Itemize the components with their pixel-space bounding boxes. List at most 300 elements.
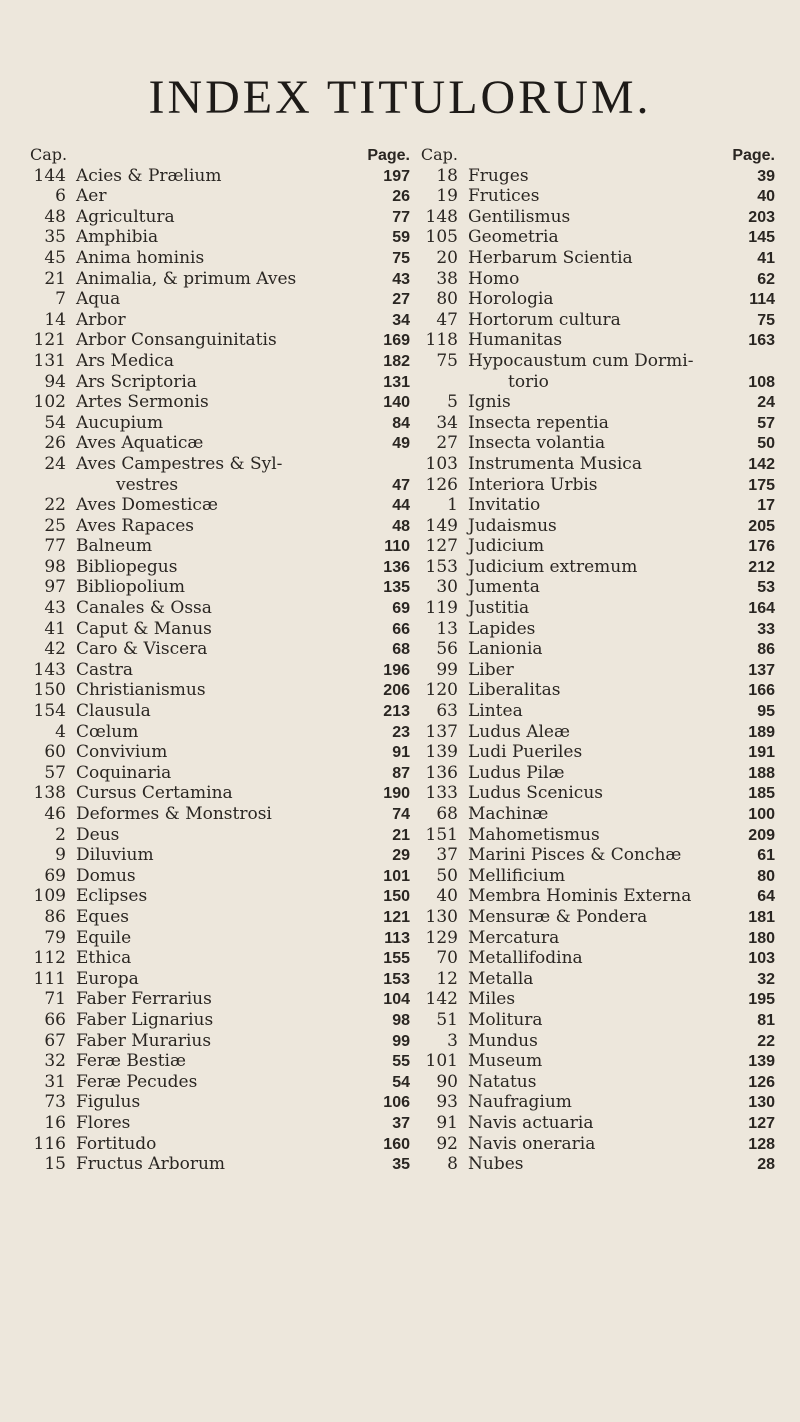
- entry-title: Herbarum Scientia: [468, 247, 633, 268]
- entry-chapter-number: 79: [44, 927, 66, 948]
- entry-page-number: 100: [748, 806, 775, 823]
- index-entry: [30, 269, 410, 290]
- entry-title: Mundus: [468, 1030, 538, 1051]
- entry-page-number: 196: [383, 661, 410, 679]
- entry-chapter-number: 40: [436, 886, 458, 907]
- entry-page-number: 64: [757, 888, 775, 906]
- entry-page-number: 190: [383, 785, 410, 803]
- cap-header: Cap.: [30, 145, 68, 164]
- entry-page-number: 75: [392, 249, 410, 267]
- entry-chapter-number: 133: [425, 783, 458, 804]
- entry-title: Acies & Prælium: [76, 165, 222, 186]
- index-entry: [30, 969, 410, 990]
- entry-chapter-number: 22: [44, 495, 66, 516]
- entry-chapter-number: 26: [44, 433, 66, 454]
- index-entry: [410, 207, 775, 228]
- entry-chapter-number: 144: [33, 165, 66, 186]
- entry-chapter-number: 46: [44, 804, 66, 824]
- entry-chapter-number: 66: [44, 1009, 66, 1030]
- entry-page-number: 139: [748, 1053, 775, 1071]
- entry-page-number: 91: [392, 744, 410, 762]
- entry-chapter-number: 111: [33, 968, 66, 989]
- entry-chapter-number: 1: [447, 495, 458, 516]
- entry-page-number: 176: [748, 538, 775, 556]
- entry-page-number: 22: [757, 1032, 775, 1050]
- entry-page-number: 33: [757, 620, 775, 638]
- entry-page-number: 191: [748, 744, 775, 762]
- entry-chapter-number: 149: [425, 515, 458, 536]
- index-entry: [30, 886, 410, 907]
- entry-title: Metallifodina: [468, 948, 583, 969]
- index-entry: [410, 928, 775, 949]
- page-header: Page.: [732, 147, 775, 164]
- entry-page-number: 98: [392, 1011, 410, 1029]
- entry-title: Mellificium: [468, 865, 566, 886]
- entry-chapter-number: 138: [33, 783, 66, 804]
- entry-title: Molitura: [468, 1009, 543, 1030]
- entry-chapter-number: 5: [447, 392, 458, 413]
- index-entry: [410, 269, 775, 290]
- index-entry: [410, 475, 775, 496]
- index-entry: [410, 289, 775, 310]
- index-entry: [410, 516, 775, 537]
- entry-title: Ars Scriptoria: [76, 371, 197, 392]
- entry-page-number: 137: [748, 661, 775, 679]
- index-entry: [410, 619, 775, 640]
- entry-title: Marini Pisces & Conchæ: [468, 845, 682, 866]
- entry-chapter-number: 9: [55, 845, 66, 866]
- entry-page-number: 59: [392, 229, 410, 247]
- entry-title: torio: [508, 371, 549, 392]
- entry-title: Domus: [76, 865, 136, 886]
- entry-page-number: 39: [757, 167, 775, 185]
- index-entry: [30, 289, 410, 310]
- entry-page-number: 169: [383, 332, 410, 350]
- entry-title: Judaismus: [468, 515, 557, 536]
- entry-title: vestres: [116, 474, 179, 495]
- entry-page-number: 106: [383, 1094, 410, 1112]
- entry-page-number: 53: [757, 579, 775, 597]
- entry-chapter-number: 102: [33, 392, 66, 413]
- entry-page-number: 126: [748, 1073, 775, 1091]
- entry-chapter-number: 48: [44, 206, 66, 227]
- index-entry: [410, 351, 775, 372]
- entry-chapter-number: 20: [436, 247, 458, 268]
- entry-page-number: 203: [748, 208, 775, 226]
- entry-page-number: 87: [392, 764, 410, 782]
- left-column-header: [30, 145, 410, 166]
- entry-title: Liber: [468, 659, 514, 680]
- entry-chapter-number: 2: [55, 824, 66, 845]
- index-entry: [30, 1154, 410, 1175]
- entry-title: Flores: [76, 1112, 131, 1133]
- index-entry: [30, 454, 410, 475]
- index-entry: [30, 845, 410, 866]
- entry-page-number: 57: [757, 414, 775, 432]
- entry-chapter-number: 24: [44, 453, 66, 474]
- index-entry: [30, 660, 410, 681]
- index-entry: [30, 783, 410, 804]
- index-entry: [30, 207, 410, 228]
- entry-page-number: 212: [748, 558, 775, 576]
- entry-title: Aer: [76, 186, 107, 207]
- index-entry: [30, 392, 410, 413]
- entry-page-number: 66: [392, 620, 410, 638]
- entry-chapter-number: 142: [425, 989, 458, 1010]
- entry-chapter-number: 25: [44, 515, 66, 536]
- entry-title: Lanionia: [468, 639, 543, 660]
- entry-title: Insecta volantia: [468, 433, 606, 454]
- entry-page-number: 181: [748, 908, 775, 926]
- index-entry: [30, 372, 410, 393]
- entry-chapter-number: 32: [44, 1051, 66, 1072]
- entry-chapter-number: 80: [436, 289, 458, 310]
- entry-chapter-number: 105: [425, 227, 458, 248]
- entry-title: Hypocaustum cum Dormi-: [468, 350, 694, 371]
- entry-page-number: 155: [383, 950, 410, 968]
- entry-chapter-number: 43: [44, 598, 66, 619]
- entry-chapter-number: 139: [425, 742, 458, 763]
- entry-page-number: 153: [383, 970, 410, 988]
- entry-chapter-number: 91: [436, 1112, 458, 1133]
- entry-chapter-number: 97: [44, 577, 66, 598]
- index-entry: [410, 948, 775, 969]
- entry-page-number: 175: [748, 476, 775, 494]
- index-entry: [410, 577, 775, 598]
- entry-page-number: 163: [748, 332, 775, 350]
- entry-title: Frutices: [468, 186, 540, 207]
- page-header: Page.: [367, 147, 410, 164]
- entry-page-number: 150: [383, 888, 410, 906]
- page-title: INDEX TITULORUM.: [148, 71, 652, 124]
- entry-page-number: 17: [757, 497, 775, 515]
- entry-page-number: 101: [383, 867, 410, 885]
- entry-title: Feræ Bestiæ: [76, 1051, 186, 1072]
- index-entry: [410, 1072, 775, 1093]
- entry-page-number: 104: [383, 991, 410, 1009]
- entry-page-number: 131: [383, 373, 410, 391]
- entry-chapter-number: 121: [33, 330, 66, 351]
- entry-title: Navis actuaria: [468, 1112, 594, 1133]
- index-entry: [30, 804, 410, 825]
- entry-chapter-number: 15: [44, 1154, 66, 1175]
- index-entry: [410, 1154, 775, 1175]
- index-entry: [30, 1113, 410, 1134]
- entry-page-number: 86: [757, 641, 775, 659]
- entry-chapter-number: 118: [425, 330, 458, 351]
- entry-chapter-number: 4: [55, 721, 66, 742]
- entry-title: Ludus Scenicus: [468, 783, 604, 804]
- entry-title: Liberalitas: [468, 680, 561, 701]
- entry-title: Caro & Viscera: [76, 639, 208, 660]
- entry-chapter-number: 69: [44, 865, 66, 886]
- entry-chapter-number: 109: [33, 886, 66, 907]
- entry-title: Ludi Pueriles: [468, 742, 583, 763]
- entry-page-number: 24: [757, 394, 775, 412]
- index-entry: [410, 248, 775, 269]
- index-entry: [410, 227, 775, 248]
- entry-chapter-number: 35: [44, 227, 66, 248]
- entry-title: Cursus Certamina: [76, 783, 233, 804]
- index-entry: [410, 392, 775, 413]
- entry-page-number: 41: [757, 249, 775, 267]
- entry-chapter-number: 56: [436, 639, 458, 660]
- entry-title: Eclipses: [76, 886, 148, 907]
- entry-title: Metalla: [468, 968, 534, 989]
- index-entry: [30, 475, 410, 496]
- index-entry: [410, 413, 775, 434]
- index-entry: [30, 186, 410, 207]
- entry-title: Clausula: [76, 701, 151, 722]
- entry-chapter-number: 27: [436, 433, 458, 454]
- entry-page-number: 77: [392, 208, 410, 226]
- entry-title: Geometria: [468, 227, 559, 248]
- index-entry: [30, 413, 410, 434]
- entry-title: Homo: [468, 268, 520, 289]
- entry-title: Anima hominis: [76, 247, 205, 268]
- entry-page-number: 160: [383, 1135, 410, 1153]
- index-entry: [410, 825, 775, 846]
- entry-chapter-number: 153: [425, 556, 458, 577]
- index-entry: [410, 742, 775, 763]
- entry-title: Natatus: [468, 1071, 537, 1092]
- entry-page-number: 180: [748, 929, 775, 947]
- entry-chapter-number: 13: [436, 618, 458, 639]
- entry-title: Lintea: [468, 701, 523, 722]
- entry-chapter-number: 120: [425, 680, 458, 701]
- index-entry: [410, 186, 775, 207]
- index-entry: [30, 557, 410, 578]
- entry-title: Aves Rapaces: [76, 515, 195, 536]
- entry-title: Fructus Arborum: [76, 1154, 226, 1175]
- entry-title: Lapides: [468, 618, 536, 639]
- entry-title: Naufragium: [468, 1092, 572, 1113]
- entry-title: Horologia: [468, 289, 554, 310]
- entry-title: Aves Domesticæ: [76, 495, 218, 516]
- entry-page-number: 166: [748, 682, 775, 700]
- index-entry: [30, 351, 410, 372]
- entry-page-number: 103: [748, 950, 775, 968]
- entry-page-number: 80: [757, 867, 775, 885]
- index-entry: [30, 928, 410, 949]
- entry-chapter-number: 21: [44, 268, 66, 289]
- entry-title: Machinæ: [468, 804, 549, 824]
- entry-page-number: 32: [757, 970, 775, 988]
- index-entry: [30, 227, 410, 248]
- entry-page-number: 40: [757, 188, 775, 206]
- index-entry: [410, 1051, 775, 1072]
- entry-page-number: 47: [392, 476, 410, 494]
- entry-title: Figulus: [76, 1092, 141, 1113]
- entry-chapter-number: 154: [33, 701, 66, 722]
- entry-chapter-number: 94: [44, 371, 66, 392]
- entry-chapter-number: 93: [436, 1092, 458, 1113]
- entry-title: Interiora Urbis: [468, 474, 598, 495]
- entry-chapter-number: 68: [436, 804, 458, 824]
- entry-title: Balneum: [76, 536, 153, 557]
- entry-chapter-number: 99: [436, 659, 458, 680]
- index-entry: [30, 989, 410, 1010]
- entry-title: Justitia: [468, 598, 530, 619]
- entry-title: Ethica: [76, 948, 132, 969]
- entry-page-number: 140: [383, 394, 410, 412]
- entry-title: Humanitas: [468, 330, 563, 351]
- entry-title: Jumenta: [468, 577, 540, 598]
- index-entry: [410, 639, 775, 660]
- entry-page-number: 34: [392, 311, 410, 329]
- index-entry: [30, 495, 410, 516]
- index-entry: [30, 166, 410, 187]
- entry-chapter-number: 60: [44, 742, 66, 763]
- entry-page-number: 43: [392, 270, 410, 288]
- entry-page-number: 35: [392, 1156, 410, 1174]
- entry-page-number: 69: [392, 600, 410, 618]
- entry-chapter-number: 57: [44, 762, 66, 783]
- entry-chapter-number: 67: [44, 1030, 66, 1051]
- index-entry: [30, 433, 410, 454]
- index-entry: [30, 516, 410, 537]
- entry-page-number: 29: [392, 847, 410, 865]
- entry-title: Deformes & Monstrosi: [76, 804, 272, 824]
- entry-title: Caput & Manus: [76, 618, 212, 639]
- entry-chapter-number: 41: [44, 618, 66, 639]
- entry-title: Judicium: [468, 536, 545, 557]
- entry-title: Ludus Aleæ: [468, 721, 570, 742]
- index-entry: [410, 454, 775, 475]
- entry-page-number: 61: [757, 847, 775, 865]
- entry-chapter-number: 86: [44, 906, 66, 927]
- entry-title: Nubes: [468, 1154, 524, 1175]
- entry-page-number: 26: [392, 188, 410, 206]
- entry-chapter-number: 8: [447, 1154, 458, 1175]
- entry-page-number: 48: [392, 517, 410, 535]
- index-entry: [30, 330, 410, 351]
- entry-title: Agricultura: [76, 206, 175, 227]
- entry-chapter-number: 137: [425, 721, 458, 742]
- entry-title: Faber Murarius: [76, 1030, 212, 1051]
- index-entry: [30, 907, 410, 928]
- entry-title: Artes Sermonis: [76, 392, 209, 413]
- entry-title: Bibliopegus: [76, 556, 178, 577]
- entry-title: Insecta repentia: [468, 412, 609, 433]
- index-entry: [410, 701, 775, 722]
- entry-page-number: 197: [383, 167, 410, 185]
- entry-title: Eques: [76, 906, 130, 927]
- entry-title: Ludus Pilæ: [468, 762, 565, 783]
- entry-chapter-number: 16: [44, 1112, 66, 1133]
- entry-page-number: 121: [383, 908, 410, 926]
- entry-chapter-number: 136: [425, 762, 458, 783]
- entry-page-number: 54: [392, 1073, 410, 1091]
- entry-title: Navis oneraria: [468, 1133, 596, 1154]
- entry-page-number: 130: [748, 1094, 775, 1112]
- entry-page-number: 185: [748, 785, 775, 803]
- index-entry: [30, 763, 410, 784]
- left-column: [30, 145, 410, 1175]
- index-entry: [410, 330, 775, 351]
- entry-title: Feræ Pecudes: [76, 1071, 198, 1092]
- index-entry: [30, 1031, 410, 1052]
- entry-title: Instrumenta Musica: [468, 453, 642, 474]
- entry-chapter-number: 90: [436, 1071, 458, 1092]
- entry-chapter-number: 37: [436, 845, 458, 866]
- entry-chapter-number: 75: [436, 350, 458, 371]
- entry-chapter-number: 112: [33, 948, 66, 969]
- entry-chapter-number: 18: [436, 165, 458, 186]
- index-entry: [30, 742, 410, 763]
- entry-page-number: 205: [748, 517, 775, 535]
- index-entry: [410, 866, 775, 887]
- index-entry: [410, 1092, 775, 1113]
- entry-chapter-number: 47: [436, 309, 458, 330]
- entry-chapter-number: 92: [436, 1133, 458, 1154]
- index-entry: [410, 660, 775, 681]
- entry-chapter-number: 45: [44, 247, 66, 268]
- entry-page-number: 206: [383, 682, 410, 700]
- entry-page-number: 128: [748, 1135, 775, 1153]
- entry-page-number: 55: [392, 1053, 410, 1071]
- entry-page-number: 84: [392, 414, 410, 432]
- entry-chapter-number: 38: [436, 268, 458, 289]
- index-entry: [410, 969, 775, 990]
- entry-page-number: 135: [383, 579, 410, 597]
- entry-page-number: 27: [392, 291, 410, 309]
- entry-chapter-number: 30: [436, 577, 458, 598]
- entry-page-number: 114: [749, 291, 775, 309]
- index-entry: [410, 783, 775, 804]
- index-entry: [30, 1092, 410, 1113]
- index-entry: [410, 763, 775, 784]
- entry-chapter-number: 6: [55, 186, 66, 207]
- index-entry: [30, 619, 410, 640]
- entry-title: Bibliopolium: [76, 577, 185, 598]
- index-entry: [410, 166, 775, 187]
- entry-title: Convivium: [76, 742, 168, 763]
- entry-page-number: 37: [392, 1114, 410, 1132]
- index-entry: [410, 1010, 775, 1031]
- entry-chapter-number: 148: [425, 206, 458, 227]
- entry-page-number: 164: [748, 600, 775, 618]
- entry-title: Diluvium: [76, 845, 154, 866]
- index-entry: [30, 639, 410, 660]
- entry-chapter-number: 51: [436, 1009, 458, 1030]
- entry-chapter-number: 34: [436, 412, 458, 433]
- index-entry: [410, 598, 775, 619]
- entry-page-number: 49: [392, 435, 410, 453]
- entry-title: Equile: [76, 927, 132, 948]
- entry-chapter-number: 19: [436, 186, 458, 207]
- entry-title: Hortorum cultura: [468, 309, 621, 330]
- index-entry: [410, 907, 775, 928]
- entry-title: Faber Lignarius: [76, 1009, 214, 1030]
- entry-page-number: 188: [748, 764, 775, 782]
- entry-chapter-number: 127: [425, 536, 458, 557]
- entry-chapter-number: 42: [44, 639, 66, 660]
- entry-chapter-number: 130: [425, 906, 458, 927]
- entry-page-number: 23: [392, 723, 410, 741]
- index-entry: [410, 722, 775, 743]
- entry-title: Arbor Consanguinitatis: [76, 330, 277, 351]
- entry-page-number: 21: [392, 826, 410, 844]
- entry-page-number: 81: [757, 1011, 775, 1029]
- entry-title: Arbor: [76, 309, 126, 330]
- entry-chapter-number: 101: [425, 1051, 458, 1072]
- index-entry: [30, 310, 410, 331]
- entry-chapter-number: 73: [44, 1092, 66, 1113]
- index-entry: [30, 701, 410, 722]
- entry-chapter-number: 131: [33, 350, 66, 371]
- entry-page-number: 142: [748, 455, 775, 473]
